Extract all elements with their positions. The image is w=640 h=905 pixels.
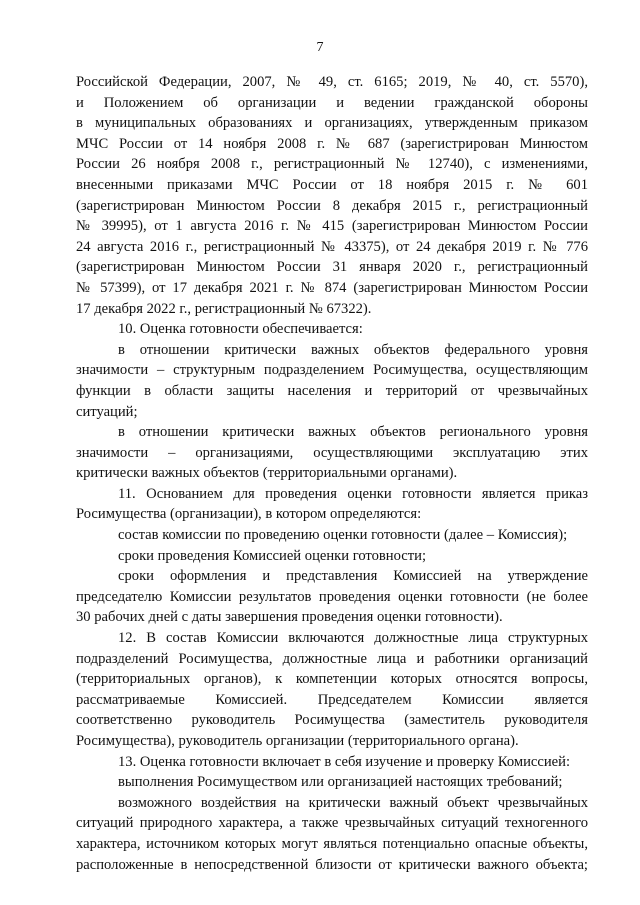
text-line: 13. Оценка готовности включает в себя изучение и проверку Комиссией: — [118, 753, 571, 770]
text-line: состав комиссии по проведению оценки готовности (далее – Комиссия); — [118, 527, 568, 544]
text-line: председателю Комиссии результатов проведения оценки готовности (не более — [76, 588, 588, 605]
text-line: сроки проведения Комиссией оценки готовности; — [118, 547, 427, 564]
text-line: рассматриваемые Комиссией. Председателем Комиссии является — [76, 691, 588, 708]
text-line: ситуаций природного характера, а также чрезвычайных ситуаций техногенного — [76, 815, 588, 832]
text-line: России 26 ноября 2008 г., регистрационный № 12740), с изменениями, — [76, 156, 588, 173]
text-line: 11. Основанием для проведения оценки готовности является приказ — [118, 485, 588, 502]
text-line: № 39995), от 1 августа 2016 г. № 415 (зарегистрирован Минюстом России — [76, 218, 588, 235]
text-line: значимости – организациями, осуществляющими эксплуатацию этих — [76, 444, 588, 461]
text-line: характера, источником которых могут являться потенциально опасные объекты, — [76, 835, 588, 852]
text-line: 17 декабря 2022 г., регистрационный № 67322). — [76, 300, 372, 317]
text-line: Росимущества (организации), в котором определяются: — [76, 506, 422, 523]
text-line: № 57399), от 17 декабря 2021 г. № 874 (зарегистрирован Минюстом России — [76, 279, 588, 296]
text-line: в муниципальных образованиях и организациях, утвержденным приказом — [76, 115, 588, 132]
text-line: подразделений Росимущества, должностные лица и работники организаций — [76, 650, 588, 667]
text-line: соответственно руководитель Росимущества (заместитель руководителя — [76, 712, 588, 729]
text-line: Росимущества), руководитель организации (территориального органа). — [76, 733, 519, 749]
text-line: и Положением об организации и ведении гражданской обороны — [76, 94, 588, 111]
text-line: расположенные в непосредственной близости от критически важного объекта; — [76, 856, 588, 873]
text-line: функции в области защиты населения и территорий от чрезвычайных — [76, 382, 588, 399]
text-line: возможного воздействия на критически важный объект чрезвычайных — [118, 794, 588, 811]
text-line: критически важных объектов (территориальными органами). — [76, 465, 458, 482]
text-line: 24 августа 2016 г., регистрационный № 43375), от 24 декабря 2019 г. № 776 — [76, 238, 588, 255]
text-line: в отношении критически важных объектов федерального уровня — [118, 341, 588, 358]
text-line: 12. В состав Комиссии включаются должностные лица структурных — [118, 630, 588, 647]
page-number: 7 — [316, 40, 324, 55]
text-line: (зарегистрирован Минюстом России 31 января 2020 г., регистрационный — [76, 259, 588, 276]
text-line: 10. Оценка готовности обеспечивается: — [118, 321, 363, 338]
text-line: сроки оформления и представления Комиссией на утверждение — [118, 568, 588, 585]
text-line: (территориальных органов), к компетенции которых относятся вопросы, — [76, 671, 588, 688]
text-line: ситуаций; — [76, 403, 138, 420]
document-body — [76, 72, 588, 875]
text-line: в отношении критически важных объектов регионального уровня — [118, 424, 588, 441]
text-line: выполнения Росимуществом или организацией настоящих требований; — [118, 774, 563, 791]
text-line: Российской Федерации, 2007, № 49, ст. 6165; 2019, № 40, ст. 5570), — [76, 74, 588, 90]
text-line: МЧС России от 14 ноября 2008 г. № 687 (зарегистрирован Минюстом — [76, 135, 588, 152]
text-line: значимости – структурным подразделением Росимущества, осуществляющим — [76, 362, 588, 379]
text-line: (зарегистрирован Минюстом России 8 декабря 2015 г., регистрационный — [76, 197, 588, 214]
text-line: 30 рабочих дней с даты завершения проведения оценки готовности). — [76, 609, 503, 626]
text-line: внесенными приказами МЧС России от 18 ноября 2015 г. № 601 — [76, 176, 588, 193]
